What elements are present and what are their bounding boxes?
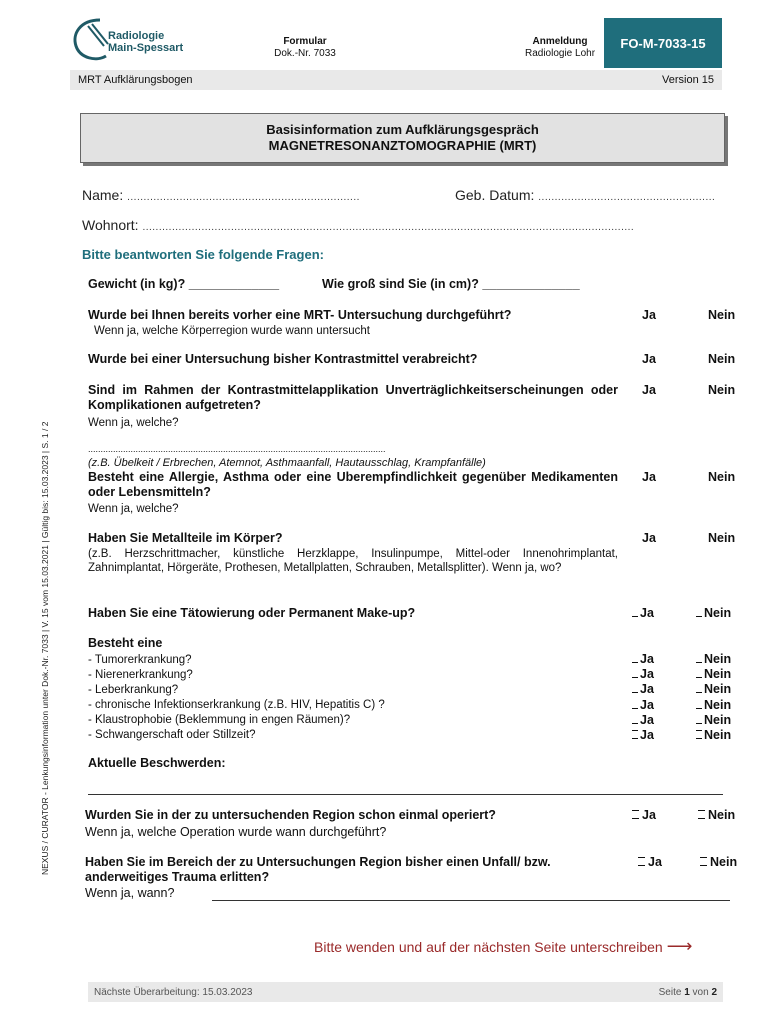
cond-no[interactable]: Nein — [696, 682, 731, 697]
question-intolerance: Sind im Rahmen der Kontrastmittelapplikation Unverträglichkeitserscheinungen oder Komplikationen aufgetreten? — [88, 383, 618, 412]
q4-yes[interactable]: Ja — [642, 470, 656, 484]
checkbox-icon[interactable] — [700, 857, 707, 866]
question-metal: Haben Sie Metallteile im Körper? — [88, 531, 283, 545]
checkbox-icon[interactable] — [698, 810, 705, 819]
q5-no[interactable]: Nein — [708, 531, 736, 545]
height-question[interactable]: Wie groß sind Sie (in cm)? ______________ — [322, 277, 580, 291]
name-field[interactable] — [82, 187, 360, 203]
conditions-yes-column — [632, 652, 654, 743]
dob-label: Geb. Datum: — [455, 187, 535, 203]
header-bar — [70, 70, 722, 90]
name-label: Name: — [82, 187, 124, 203]
bar-left: MRT Aufklärungsbogen — [78, 74, 193, 86]
weight-question[interactable]: Gewicht (in kg)? _____________ — [88, 277, 280, 291]
condition-item: - Leberkrankung? — [88, 684, 179, 696]
question-allergy-sub: Wenn ja, welche? — [88, 503, 179, 515]
question-metal-sub: (z.B. Herzschrittmacher, künstliche Herzklappe, Insulinpumpe, Mittel-oder Innenohrimplantat, Zahnimplantat, Hörgeräte, Prothesen, Metallplatten, Schrauben, Metallsplitter). Wenn ja, wo? — [88, 548, 618, 574]
question-allergy: Besteht eine Allergie, Asthma oder eine Uberempfindlichkeit gegenüber Medikamenten oder Lebensmitteln? — [88, 470, 618, 499]
q3-yes[interactable]: Ja — [642, 383, 656, 397]
q2-yes[interactable]: Ja — [642, 352, 656, 366]
cond-no[interactable]: Nein — [696, 698, 731, 713]
condition-item: - Nierenerkrankung? — [88, 669, 193, 681]
q5-yes[interactable]: Ja — [642, 531, 656, 545]
address-field[interactable] — [82, 217, 722, 233]
logo-line2: Main-Spessart — [108, 42, 184, 54]
turn-page-text: Bitte wenden und auf der nächsten Seite unterschreiben — [314, 939, 663, 955]
conditions-no-column — [696, 652, 731, 743]
q8-no[interactable]: Nein — [698, 808, 735, 822]
title-box — [80, 113, 725, 163]
cond-yes[interactable]: Ja — [632, 652, 654, 667]
bar-right: Version 15 — [662, 74, 714, 86]
q1-no[interactable]: Nein — [708, 308, 736, 322]
logo — [70, 16, 200, 64]
cond-yes[interactable]: Ja — [632, 728, 654, 743]
doc-number: Dok.-Nr. 7033 — [274, 48, 336, 59]
cond-no[interactable]: Nein — [696, 652, 731, 667]
condition-item: - Klaustrophobie (Beklemmung in engen Räumen)? — [88, 714, 351, 726]
dob-field[interactable] — [455, 187, 715, 203]
form-code-badge: FO-M-7033-15 — [604, 18, 722, 68]
checkbox-icon[interactable] — [632, 609, 638, 617]
logo-line1: Radiologie — [108, 30, 165, 42]
q9-yes[interactable]: Ja — [638, 855, 662, 869]
cond-no[interactable]: Nein — [696, 713, 731, 728]
complaints-label: Aktuelle Beschwerden: — [88, 756, 226, 770]
condition-item: - chronische Infektionserkrankung (z.B. HIV, Hepatitis C) ? — [88, 699, 385, 711]
question-contrast: Wurde bei einer Untersuchung bisher Kontrastmittel verabreicht? — [88, 352, 478, 366]
footer — [88, 982, 723, 1002]
cond-no[interactable]: Nein — [696, 667, 731, 682]
checkbox-icon[interactable] — [638, 857, 645, 866]
cond-yes[interactable]: Ja — [632, 713, 654, 728]
question-prior-mri: Wurde bei Ihnen bereits vorher eine MRT- Untersuchung durchgeführt? — [88, 308, 512, 322]
cond-yes[interactable]: Ja — [632, 698, 654, 713]
q1-yes[interactable]: Ja — [642, 308, 656, 322]
question-trauma: Haben Sie im Bereich der zu Untersuchungen Region bisher einen Unfall/ bzw. anderweitiges Trauma erlitten? — [85, 855, 551, 884]
condition-item: - Tumorerkrankung? — [88, 654, 192, 666]
arrow-right-icon: ⟶ — [666, 936, 693, 956]
trauma-line[interactable] — [212, 900, 730, 901]
title-line2: MAGNETRESONANZTOMOGRAPHIE (MRT) — [268, 138, 537, 153]
cond-no[interactable]: Nein — [696, 728, 731, 743]
checkbox-icon[interactable] — [696, 609, 702, 617]
form-label: Formular — [283, 36, 327, 47]
conditions-list — [88, 653, 385, 743]
reg-place: Radiologie Lohr — [524, 48, 596, 59]
q8-yes[interactable]: Ja — [632, 808, 656, 822]
address-dots: ...................................................................................................................................................... — [142, 222, 635, 233]
footer-page: Seite 1 von 2 — [658, 986, 717, 998]
question-surgery-sub: Wenn ja, welche Operation wurde wann durchgeführt? — [85, 825, 387, 839]
checkbox-icon[interactable] — [632, 810, 639, 819]
q6-yes[interactable]: Ja — [632, 606, 654, 620]
question-trauma-sub: Wenn ja, wann? — [85, 886, 175, 900]
name-dots: ....................................................................... — [127, 192, 360, 203]
q9-no[interactable]: Nein — [700, 855, 737, 869]
registration-info — [515, 36, 605, 60]
section-title: Bitte beantworten Sie folgende Fragen: — [82, 247, 324, 262]
question-prior-mri-sub: Wenn ja, welche Körperregion wurde wann untersucht — [94, 325, 370, 337]
logo-swoosh-icon — [70, 16, 112, 62]
side-info: NEXUS / CURATOR - Lenkungsinformation unter Dok.-Nr. 7033 | V. 15 vom 15.03.2021 | Gültig bis: 15.03.2023 | S. 1 / 2 — [40, 421, 50, 875]
question-tattoo: Haben Sie eine Tätowierung oder Permanent Make-up? — [88, 606, 416, 620]
intolerance-dots[interactable]: ....................................................................................................................... — [88, 444, 386, 454]
q6-no[interactable]: Nein — [696, 606, 731, 620]
question-conditions: Besteht eine — [88, 636, 163, 650]
turn-page-note — [314, 936, 692, 957]
q3-no[interactable]: Nein — [708, 383, 736, 397]
q4-no[interactable]: Nein — [708, 470, 736, 484]
form-info — [250, 36, 360, 60]
question-intolerance-sub: Wenn ja, welche? — [88, 417, 179, 429]
condition-item: - Schwangerschaft oder Stillzeit? — [88, 729, 256, 741]
cond-yes[interactable]: Ja — [632, 667, 654, 682]
cond-yes[interactable]: Ja — [632, 682, 654, 697]
footer-revision: Nächste Überarbeitung: 15.03.2023 — [94, 986, 253, 998]
address-label: Wohnort: — [82, 217, 139, 233]
q2-no[interactable]: Nein — [708, 352, 736, 366]
reg-label: Anmeldung — [532, 36, 588, 47]
title-line1: Basisinformation zum Aufklärungsgespräch — [266, 122, 539, 137]
intolerance-example: (z.B. Übelkeit / Erbrechen, Atemnot, Asthmaanfall, Hautausschlag, Krampfanfälle) — [88, 457, 486, 469]
complaints-line[interactable] — [88, 794, 723, 795]
question-surgery: Wurden Sie in der zu untersuchenden Region schon einmal operiert? — [85, 808, 496, 822]
dob-dots: ...................................................... — [538, 192, 716, 203]
